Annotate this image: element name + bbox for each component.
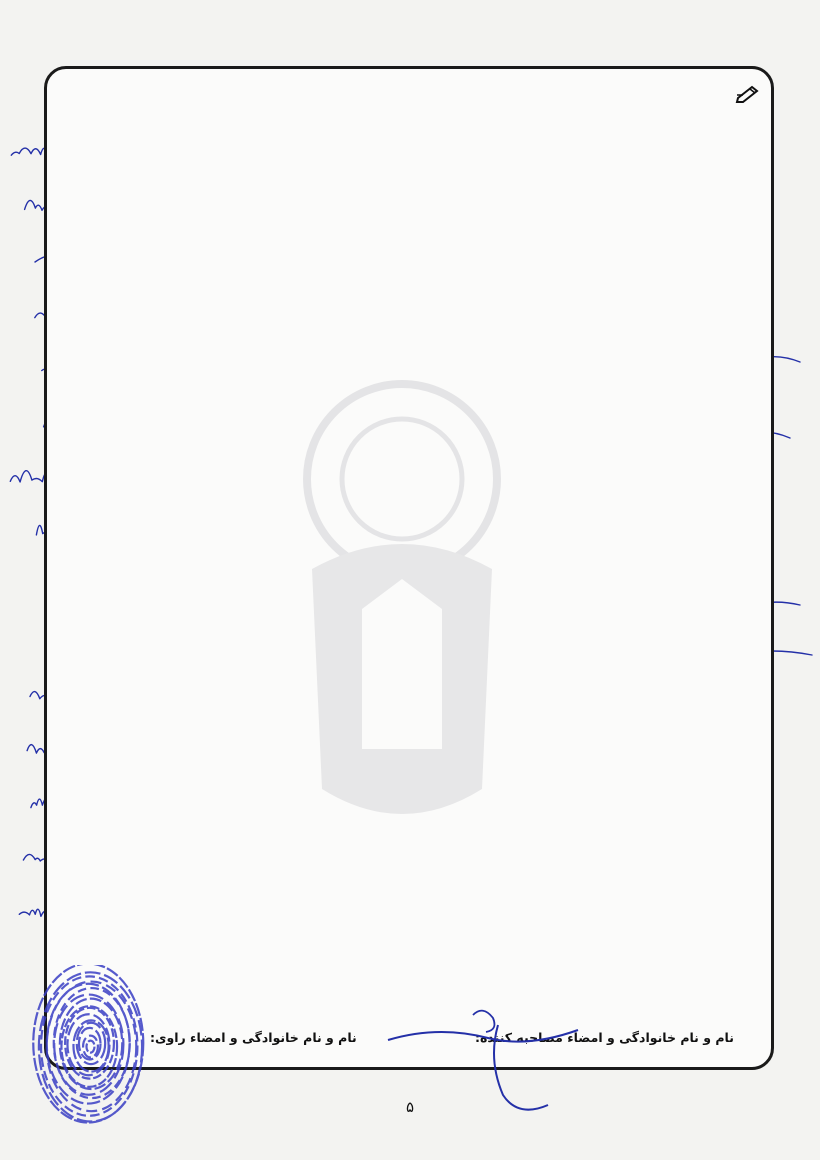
interviewer-signature-label: نام و نام خانوادگی و امضاء مصاحبه کننده:	[475, 1030, 734, 1045]
page-frame	[44, 66, 774, 1070]
fingerprint-ridge	[65, 1008, 114, 1079]
narrator-signature-label: نام و نام خانوادگی و امضاء راوی:	[150, 1030, 357, 1045]
fingerprint	[30, 965, 150, 1130]
fingerprint-ridge	[83, 1036, 98, 1058]
pencil-icon	[735, 83, 761, 103]
watermark-emblem	[252, 369, 552, 849]
page-number: ۵	[405, 1098, 415, 1116]
fingerprint-ridge	[86, 1041, 94, 1053]
fingerprint-ridge	[33, 965, 143, 1123]
fingerprint-ridge	[79, 1028, 101, 1060]
